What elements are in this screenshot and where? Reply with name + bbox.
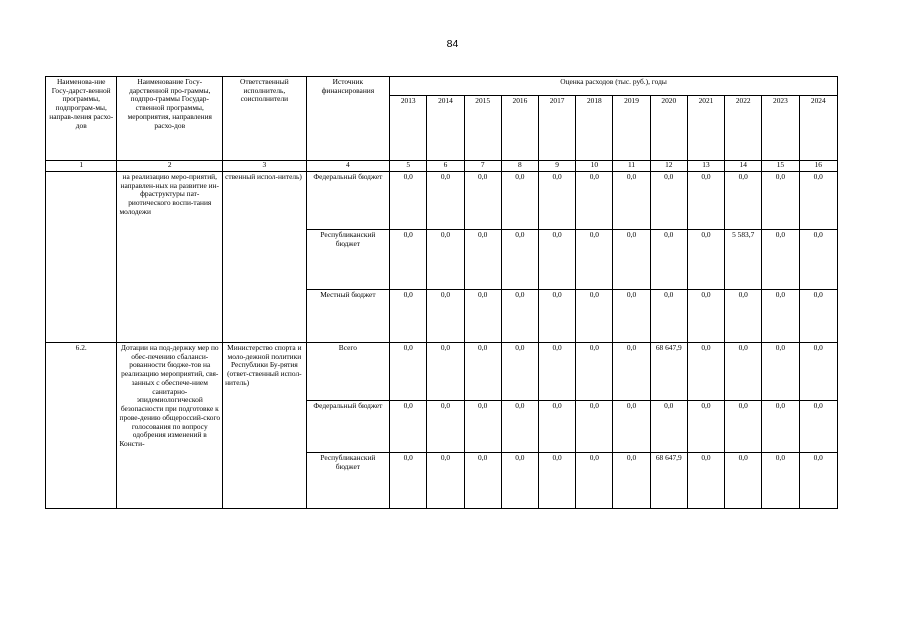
value-cell: 68 647,9 bbox=[650, 453, 687, 509]
value-cell: 0,0 bbox=[539, 453, 576, 509]
value-cell: 0,0 bbox=[464, 172, 501, 230]
value-cell: 0,0 bbox=[576, 230, 613, 290]
column-index: 15 bbox=[762, 161, 799, 172]
column-index: 14 bbox=[725, 161, 762, 172]
value-cell: 0,0 bbox=[427, 401, 464, 453]
year-header: 2016 bbox=[501, 96, 538, 161]
table-row bbox=[46, 343, 838, 401]
value-cell: 0,0 bbox=[650, 230, 687, 290]
year-header: 2017 bbox=[539, 96, 576, 161]
funding-source: Федеральный бюджет bbox=[306, 172, 390, 230]
column-index: 13 bbox=[687, 161, 724, 172]
year-header: 2021 bbox=[687, 96, 724, 161]
value-cell: 0,0 bbox=[687, 343, 724, 401]
year-header: 2022 bbox=[725, 96, 762, 161]
row-number bbox=[46, 172, 117, 343]
header-measure-name: Наименование Госу-дарственной про-граммы, подпро-граммы Государ-ственной программы, мероприятия, направления расхо-дов bbox=[117, 77, 223, 161]
page-number: 84 bbox=[446, 38, 459, 50]
value-cell: 0,0 bbox=[613, 290, 650, 343]
value-cell: 0,0 bbox=[390, 290, 427, 343]
column-index-row bbox=[46, 161, 838, 172]
value-cell: 0,0 bbox=[390, 172, 427, 230]
value-cell: 0,0 bbox=[725, 401, 762, 453]
column-index: 10 bbox=[576, 161, 613, 172]
column-index: 3 bbox=[223, 161, 307, 172]
value-cell: 0,0 bbox=[613, 172, 650, 230]
value-cell: 0,0 bbox=[390, 230, 427, 290]
value-cell: 0,0 bbox=[464, 230, 501, 290]
value-cell: 0,0 bbox=[687, 172, 724, 230]
responsible-executor: ственный испол-нитель) bbox=[223, 172, 307, 343]
column-index: 11 bbox=[613, 161, 650, 172]
year-header: 2014 bbox=[427, 96, 464, 161]
value-cell: 0,0 bbox=[427, 453, 464, 509]
header-program-name: Наименова-ние Госу-дарст-венной программы, подпрограм-мы, направ-ления расхо-дов bbox=[46, 77, 117, 161]
value-cell: 0,0 bbox=[576, 172, 613, 230]
value-cell: 0,0 bbox=[501, 401, 538, 453]
value-cell: 0,0 bbox=[576, 343, 613, 401]
value-cell: 0,0 bbox=[576, 453, 613, 509]
responsible-executor: Министерство спорта и моло-дежной политики Республики Бу-рятия (ответ-ственный испол-нитель) bbox=[223, 343, 307, 509]
column-index: 8 bbox=[501, 161, 538, 172]
value-cell: 0,0 bbox=[539, 343, 576, 401]
value-cell: 0,0 bbox=[799, 453, 837, 509]
year-header: 2018 bbox=[576, 96, 613, 161]
value-cell: 0,0 bbox=[539, 230, 576, 290]
value-cell: 0,0 bbox=[650, 401, 687, 453]
value-cell: 0,0 bbox=[650, 290, 687, 343]
column-index: 6 bbox=[427, 161, 464, 172]
value-cell: 0,0 bbox=[725, 290, 762, 343]
value-cell: 0,0 bbox=[613, 401, 650, 453]
column-index: 16 bbox=[799, 161, 837, 172]
value-cell: 0,0 bbox=[427, 172, 464, 230]
value-cell: 0,0 bbox=[501, 453, 538, 509]
funding-source: Местный бюджет bbox=[306, 290, 390, 343]
value-cell: 0,0 bbox=[464, 290, 501, 343]
value-cell: 0,0 bbox=[799, 343, 837, 401]
value-cell: 0,0 bbox=[427, 230, 464, 290]
value-cell: 0,0 bbox=[762, 401, 799, 453]
value-cell: 0,0 bbox=[687, 290, 724, 343]
column-index: 9 bbox=[539, 161, 576, 172]
value-cell: 0,0 bbox=[725, 343, 762, 401]
value-cell: 68 647,9 bbox=[650, 343, 687, 401]
value-cell: 0,0 bbox=[687, 401, 724, 453]
funding-source: Всего bbox=[306, 343, 390, 401]
value-cell: 0,0 bbox=[650, 172, 687, 230]
value-cell: 0,0 bbox=[687, 230, 724, 290]
year-header: 2023 bbox=[762, 96, 799, 161]
value-cell: 0,0 bbox=[427, 290, 464, 343]
value-cell: 0,0 bbox=[464, 343, 501, 401]
value-cell: 0,0 bbox=[799, 230, 837, 290]
measure-name: на реализацию меро-приятий, направлен-ных на развитие ин-фраструктуры пат-риотического воспи-тания молодежи bbox=[117, 172, 223, 343]
value-cell: 0,0 bbox=[613, 453, 650, 509]
value-cell: 0,0 bbox=[762, 230, 799, 290]
header-estimate: Оценка расходов (тыс. руб.), годы bbox=[390, 77, 838, 96]
table-row bbox=[46, 172, 838, 230]
year-header: 2024 bbox=[799, 96, 837, 161]
value-cell: 0,0 bbox=[539, 172, 576, 230]
value-cell: 0,0 bbox=[464, 453, 501, 509]
value-cell: 0,0 bbox=[762, 172, 799, 230]
year-header: 2020 bbox=[650, 96, 687, 161]
column-index: 5 bbox=[390, 161, 427, 172]
column-index: 4 bbox=[306, 161, 390, 172]
value-cell: 0,0 bbox=[464, 401, 501, 453]
value-cell: 0,0 bbox=[539, 401, 576, 453]
value-cell: 0,0 bbox=[390, 453, 427, 509]
funding-source: Республиканский бюджет bbox=[306, 453, 390, 509]
value-cell: 0,0 bbox=[576, 401, 613, 453]
budget-table bbox=[45, 76, 838, 509]
measure-name: Дотации на под-держку мер по обес-печению сбаланси-рованности бюдже-тов на реализацию мероприятий, свя-занных с обеспече-нием санитарно-эпидемиологической безопасности при подготовке к прове-дению общероссий-ского голосования по вопросу одобрения изменений в Консти- bbox=[117, 343, 223, 509]
value-cell: 0,0 bbox=[427, 343, 464, 401]
value-cell: 0,0 bbox=[501, 230, 538, 290]
value-cell: 0,0 bbox=[613, 230, 650, 290]
funding-source: Федеральный бюджет bbox=[306, 401, 390, 453]
value-cell: 0,0 bbox=[613, 343, 650, 401]
value-cell: 0,0 bbox=[799, 172, 837, 230]
value-cell: 5 583,7 bbox=[725, 230, 762, 290]
funding-source: Республиканский бюджет bbox=[306, 230, 390, 290]
value-cell: 0,0 bbox=[501, 343, 538, 401]
header-row bbox=[46, 77, 838, 96]
value-cell: 0,0 bbox=[725, 172, 762, 230]
value-cell: 0,0 bbox=[762, 453, 799, 509]
row-number: 6.2. bbox=[46, 343, 117, 509]
value-cell: 0,0 bbox=[799, 290, 837, 343]
year-header: 2015 bbox=[464, 96, 501, 161]
value-cell: 0,0 bbox=[576, 290, 613, 343]
value-cell: 0,0 bbox=[687, 453, 724, 509]
header-funding-source: Источник финансирования bbox=[306, 77, 390, 161]
value-cell: 0,0 bbox=[762, 290, 799, 343]
column-index: 2 bbox=[117, 161, 223, 172]
value-cell: 0,0 bbox=[501, 172, 538, 230]
column-index: 1 bbox=[46, 161, 117, 172]
value-cell: 0,0 bbox=[390, 343, 427, 401]
value-cell: 0,0 bbox=[501, 290, 538, 343]
value-cell: 0,0 bbox=[390, 401, 427, 453]
header-responsible: Ответственный исполнитель, соисполнители bbox=[223, 77, 307, 161]
column-index: 12 bbox=[650, 161, 687, 172]
value-cell: 0,0 bbox=[762, 343, 799, 401]
value-cell: 0,0 bbox=[799, 401, 837, 453]
column-index: 7 bbox=[464, 161, 501, 172]
value-cell: 0,0 bbox=[725, 453, 762, 509]
year-header: 2013 bbox=[390, 96, 427, 161]
year-header: 2019 bbox=[613, 96, 650, 161]
value-cell: 0,0 bbox=[539, 290, 576, 343]
